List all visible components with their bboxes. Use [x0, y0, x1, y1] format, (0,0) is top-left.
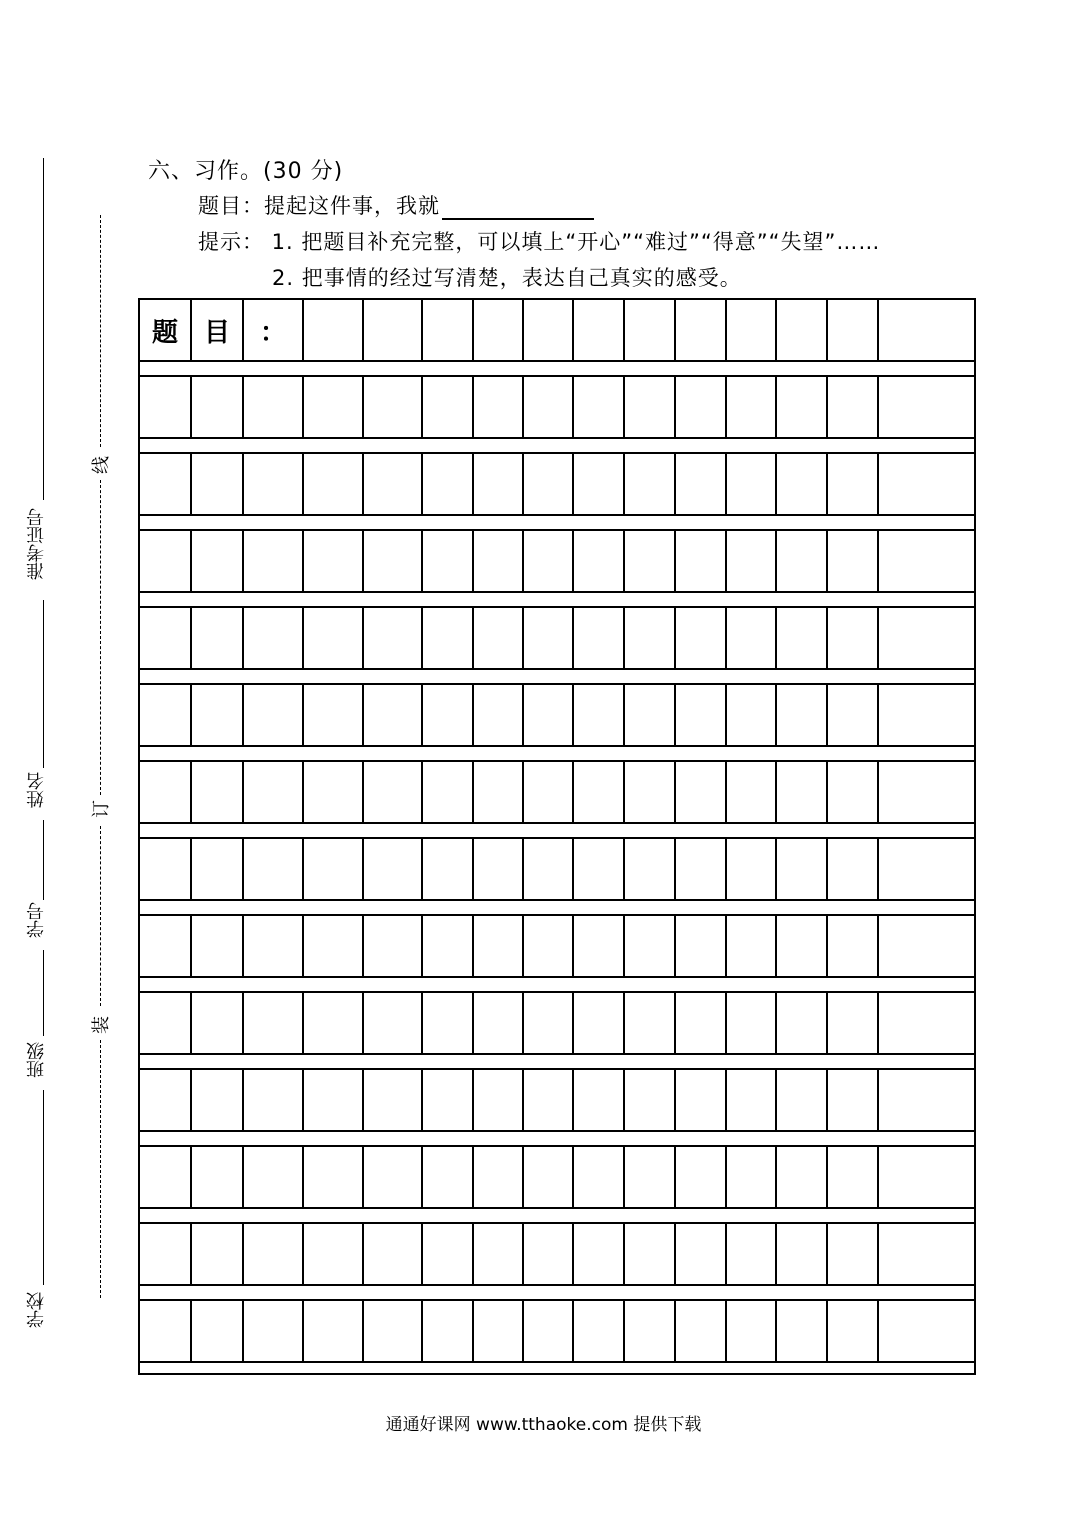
- grid-cell: [364, 1301, 423, 1361]
- grid-cell: [140, 993, 192, 1053]
- grid-cell: [574, 1147, 625, 1207]
- grid-cell: [474, 531, 524, 591]
- grid-cell: [676, 839, 727, 899]
- grid-cell: [524, 1147, 574, 1207]
- grid-cell: [777, 454, 828, 514]
- grid-cell: [192, 762, 244, 822]
- grid-cell: [879, 1147, 974, 1207]
- grid-cell: [625, 1224, 676, 1284]
- grid-cell: [524, 1070, 574, 1130]
- grid-cell: [727, 839, 777, 899]
- grid-cell: [625, 1070, 676, 1130]
- grid-cell: [828, 1147, 879, 1207]
- grid-cell: [777, 916, 828, 976]
- grid-row-gap: [140, 1132, 974, 1147]
- grid-cell: [140, 1301, 192, 1361]
- grid-cell: [625, 916, 676, 976]
- grid-cell: [727, 531, 777, 591]
- grid-cell: [304, 454, 364, 514]
- grid-cell: [304, 377, 364, 437]
- grid-cell: [304, 1224, 364, 1284]
- grid-cell: [474, 1224, 524, 1284]
- grid-cell: [828, 993, 879, 1053]
- grid-cell: [140, 839, 192, 899]
- grid-cell: [524, 1301, 574, 1361]
- grid-cell: [777, 531, 828, 591]
- grid-cell: [244, 1070, 304, 1130]
- grid-cell: [524, 531, 574, 591]
- cut-mark-line: 线: [91, 456, 112, 474]
- grid-cell: [625, 1147, 676, 1207]
- cut-mark-bind: 订: [91, 800, 112, 818]
- grid-cell: [676, 1147, 727, 1207]
- grid-cell: [625, 685, 676, 745]
- grid-cell: [474, 608, 524, 668]
- grid-cell: [828, 916, 879, 976]
- field-label-student-no: 学号: [26, 902, 47, 938]
- cut-line-2: [100, 480, 101, 795]
- grid-cell: [304, 993, 364, 1053]
- grid-cell: [676, 1070, 727, 1130]
- grid-cell: [879, 685, 974, 745]
- grid-row: [140, 377, 974, 439]
- grid-cell: [304, 531, 364, 591]
- grid-cell: [140, 454, 192, 514]
- grid-cell: [625, 608, 676, 668]
- field-label-school: 学校: [26, 1292, 47, 1328]
- grid-cell: [140, 916, 192, 976]
- hint-line-2: 2. 把事情的经过写清楚，表达自己真实的感受。: [272, 266, 742, 290]
- grid-cell: [524, 762, 574, 822]
- grid-cell: [474, 1070, 524, 1130]
- grid-cell: [192, 454, 244, 514]
- grid-cell: [364, 300, 423, 360]
- field-rule-4: [43, 950, 44, 1036]
- grid-cell: [423, 1070, 474, 1130]
- grid-cell: [574, 839, 625, 899]
- grid-cell: [879, 916, 974, 976]
- grid-cell: [676, 377, 727, 437]
- grid-cell: [304, 839, 364, 899]
- grid-cell: [676, 685, 727, 745]
- grid-cell: [304, 1147, 364, 1207]
- grid-cell: [727, 1070, 777, 1130]
- grid-cell: [625, 377, 676, 437]
- grid-cell: [192, 1224, 244, 1284]
- grid-cell: [244, 531, 304, 591]
- grid-cell: [727, 916, 777, 976]
- grid-cell: [574, 377, 625, 437]
- grid-cell: [474, 454, 524, 514]
- grid-cell: [625, 1301, 676, 1361]
- grid-row: [140, 1147, 974, 1209]
- grid-row: [140, 993, 974, 1055]
- grid-cell: [574, 300, 625, 360]
- grid-cell: [727, 1224, 777, 1284]
- grid-cell: [140, 1224, 192, 1284]
- grid-cell: [727, 454, 777, 514]
- grid-cell: [574, 685, 625, 745]
- grid-cell: [727, 377, 777, 437]
- grid-cell: [777, 1147, 828, 1207]
- grid-cell: [244, 377, 304, 437]
- grid-cell: [879, 762, 974, 822]
- grid-row-gap: [140, 593, 974, 608]
- grid-cell: [676, 608, 727, 668]
- grid-cell: [676, 916, 727, 976]
- grid-cell: [474, 916, 524, 976]
- grid-cell: [828, 377, 879, 437]
- grid-cell: [828, 1301, 879, 1361]
- grid-cell: [364, 762, 423, 822]
- field-rule-2: [43, 600, 44, 768]
- field-rule-1: [43, 158, 44, 500]
- grid-row-gap: [140, 901, 974, 916]
- grid-cell: [524, 454, 574, 514]
- grid-cell: [727, 608, 777, 668]
- grid-cell: [304, 685, 364, 745]
- section-title: 六、习作。(30 分): [148, 159, 344, 184]
- grid-cell: [777, 1301, 828, 1361]
- field-label-exam-id: 准考证号: [26, 508, 47, 580]
- grid-cell: [192, 685, 244, 745]
- grid-cell: [364, 1147, 423, 1207]
- grid-cell: [676, 993, 727, 1053]
- grid-cell: [625, 762, 676, 822]
- grid-cell: [364, 993, 423, 1053]
- field-rule-3: [43, 820, 44, 900]
- grid-cell: [879, 1224, 974, 1284]
- grid-row: [140, 685, 974, 747]
- grid-cell: [777, 762, 828, 822]
- grid-row-gap: [140, 824, 974, 839]
- grid-row: [140, 1224, 974, 1286]
- grid-cell: [727, 1301, 777, 1361]
- grid-cell: [423, 762, 474, 822]
- grid-cell: [423, 916, 474, 976]
- grid-cell: [140, 531, 192, 591]
- topic-blank: [442, 198, 594, 220]
- grid-cell: [364, 916, 423, 976]
- grid-cell: [524, 916, 574, 976]
- grid-cell: [574, 916, 625, 976]
- grid-cell: [140, 1070, 192, 1130]
- grid-cell: [727, 1147, 777, 1207]
- grid-cell: [244, 685, 304, 745]
- grid-cell: [727, 762, 777, 822]
- grid-cell: [244, 839, 304, 899]
- grid-cell: [777, 839, 828, 899]
- grid-row: [140, 608, 974, 670]
- topic-label: 题目：提起这件事，我就: [198, 194, 440, 218]
- grid-cell: [828, 839, 879, 899]
- cut-line-4: [100, 1040, 101, 1298]
- grid-cell: [727, 685, 777, 745]
- grid-row: [140, 531, 974, 593]
- grid-row: [140, 1070, 974, 1132]
- grid-row: [140, 916, 974, 978]
- grid-cell: [474, 839, 524, 899]
- grid-cell: [364, 608, 423, 668]
- grid-row-gap: [140, 1055, 974, 1070]
- grid-cell: [423, 839, 474, 899]
- grid-cell: [192, 608, 244, 668]
- grid-cell: [676, 300, 727, 360]
- grid-cell: [474, 762, 524, 822]
- grid-row-gap: [140, 1286, 974, 1301]
- grid-row: [140, 839, 974, 901]
- grid-cell: [676, 1224, 727, 1284]
- grid-cell: [676, 762, 727, 822]
- grid-row: [140, 762, 974, 824]
- grid-cell: [879, 454, 974, 514]
- grid-cell: [244, 762, 304, 822]
- grid-row-gap: [140, 1209, 974, 1224]
- grid-row-gap: [140, 516, 974, 531]
- grid-cell: [423, 608, 474, 668]
- grid-cell: [676, 454, 727, 514]
- grid-cell: [574, 1224, 625, 1284]
- grid-cell: [192, 993, 244, 1053]
- grid-cell: [828, 454, 879, 514]
- grid-cell: [423, 377, 474, 437]
- grid-cell: [192, 377, 244, 437]
- grid-cell: [777, 1224, 828, 1284]
- grid-cell: [879, 839, 974, 899]
- grid-cell: [828, 685, 879, 745]
- grid-cell: [304, 1070, 364, 1130]
- grid-cell: [524, 685, 574, 745]
- grid-row: [140, 1301, 974, 1363]
- grid-cell: [524, 608, 574, 668]
- grid-row-gap: [140, 978, 974, 993]
- grid-cell: [244, 1147, 304, 1207]
- grid-cell: [192, 916, 244, 976]
- grid-cell: [676, 1301, 727, 1361]
- grid-cell: [140, 377, 192, 437]
- grid-heading-cell: ：: [244, 300, 304, 360]
- grid-cell: [879, 300, 974, 360]
- grid-cell: [192, 531, 244, 591]
- footer-text: 通通好课网 www.tthaoke.com 提供下载: [385, 1415, 702, 1435]
- grid-cell: [364, 531, 423, 591]
- grid-cell: [423, 531, 474, 591]
- grid-row-gap: [140, 747, 974, 762]
- grid-row-gap: [140, 1363, 974, 1376]
- grid-cell: [364, 839, 423, 899]
- grid-cell: [879, 1070, 974, 1130]
- grid-cell: [676, 531, 727, 591]
- grid-cell: [574, 1301, 625, 1361]
- grid-cell: [244, 608, 304, 668]
- cut-line-1: [100, 215, 101, 447]
- grid-cell: [574, 531, 625, 591]
- grid-row-gap: [140, 670, 974, 685]
- grid-cell: [244, 993, 304, 1053]
- grid-cell: [828, 1224, 879, 1284]
- grid-heading-cell: 目: [192, 300, 244, 360]
- grid-cell: [192, 1070, 244, 1130]
- grid-cell: [474, 685, 524, 745]
- grid-cell: [625, 839, 676, 899]
- grid-cell: [879, 531, 974, 591]
- grid-cell: [304, 762, 364, 822]
- grid-cell: [364, 1224, 423, 1284]
- grid-cell: [364, 685, 423, 745]
- grid-cell: [828, 531, 879, 591]
- hint-line-1: 提示： 1. 把题目补充完整，可以填上“开心”“难过”“得意”“失望”……: [198, 230, 881, 254]
- grid-cell: [423, 1224, 474, 1284]
- grid-cell: [423, 685, 474, 745]
- grid-cell: [828, 300, 879, 360]
- cut-mark-staple: 装: [91, 1016, 112, 1034]
- grid-cell: [244, 1224, 304, 1284]
- grid-cell: [192, 1147, 244, 1207]
- grid-cell: [364, 454, 423, 514]
- topic-line: [198, 190, 594, 220]
- grid-cell: [304, 916, 364, 976]
- grid-cell: [192, 1301, 244, 1361]
- grid-row: [140, 300, 974, 362]
- grid-cell: [574, 608, 625, 668]
- grid-cell: [524, 993, 574, 1053]
- grid-cell: [574, 993, 625, 1053]
- grid-cell: [244, 916, 304, 976]
- grid-cell: [423, 993, 474, 1053]
- grid-cell: [423, 1301, 474, 1361]
- grid-cell: [777, 377, 828, 437]
- grid-cell: [140, 608, 192, 668]
- grid-cell: [474, 1147, 524, 1207]
- grid-row-gap: [140, 439, 974, 454]
- grid-cell: [777, 300, 828, 360]
- grid-cell: [625, 993, 676, 1053]
- grid-cell: [244, 1301, 304, 1361]
- grid-cell: [304, 608, 364, 668]
- field-label-name: 姓名: [26, 772, 47, 808]
- grid-cell: [727, 993, 777, 1053]
- cut-line-3: [100, 826, 101, 1006]
- grid-cell: [304, 1301, 364, 1361]
- grid-cell: [879, 377, 974, 437]
- grid-cell: [474, 377, 524, 437]
- grid-cell: [364, 377, 423, 437]
- grid-cell: [524, 839, 574, 899]
- composition-grid: [138, 298, 976, 1375]
- grid-cell: [140, 685, 192, 745]
- grid-cell: [524, 1224, 574, 1284]
- grid-row-gap: [140, 362, 974, 377]
- grid-cell: [828, 608, 879, 668]
- grid-cell: [574, 454, 625, 514]
- grid-cell: [140, 762, 192, 822]
- grid-cell: [574, 762, 625, 822]
- grid-cell: [474, 1301, 524, 1361]
- grid-cell: [192, 839, 244, 899]
- grid-heading-cell: 题: [140, 300, 192, 360]
- grid-cell: [828, 762, 879, 822]
- grid-cell: [625, 300, 676, 360]
- grid-cell: [364, 1070, 423, 1130]
- grid-cell: [423, 454, 474, 514]
- grid-cell: [524, 377, 574, 437]
- grid-cell: [625, 531, 676, 591]
- grid-cell: [879, 993, 974, 1053]
- grid-cell: [140, 1147, 192, 1207]
- grid-cell: [777, 608, 828, 668]
- grid-cell: [244, 454, 304, 514]
- grid-cell: [625, 454, 676, 514]
- field-label-class: 班级: [26, 1042, 47, 1078]
- grid-cell: [777, 993, 828, 1053]
- grid-cell: [777, 685, 828, 745]
- grid-cell: [879, 1301, 974, 1361]
- grid-cell: [304, 300, 364, 360]
- grid-row: [140, 454, 974, 516]
- grid-cell: [828, 1070, 879, 1130]
- grid-cell: [879, 608, 974, 668]
- grid-cell: [423, 300, 474, 360]
- grid-cell: [777, 1070, 828, 1130]
- field-rule-5: [43, 1090, 44, 1285]
- grid-cell: [474, 300, 524, 360]
- grid-cell: [524, 300, 574, 360]
- grid-cell: [423, 1147, 474, 1207]
- grid-cell: [574, 1070, 625, 1130]
- grid-cell: [727, 300, 777, 360]
- grid-cell: [474, 993, 524, 1053]
